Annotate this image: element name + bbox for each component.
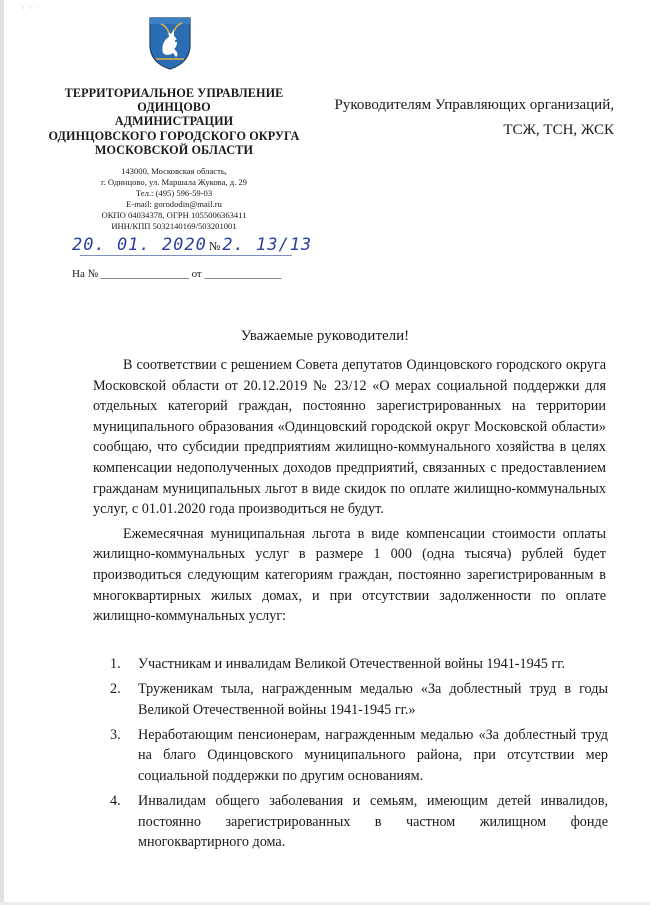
list-item: [110, 654, 608, 675]
contact-address-1: 143000, Московская область,: [121, 166, 227, 177]
coat-of-arms-icon: [147, 15, 193, 71]
org-line: ТЕРРИТОРИАЛЬНОЕ УПРАВЛЕНИЕ: [64, 86, 284, 100]
sender-block: [40, 86, 308, 232]
addressee-line-1: Руководителям Управляющих организаций,: [334, 97, 614, 113]
scan-page-mark: · · ·: [22, 3, 41, 13]
org-line: ОДИНЦОВСКОГО ГОРОДСКОГО ОКРУГА: [48, 128, 300, 143]
contact-inn-kpp: ИНН/КПП 5032140169/503201001: [111, 221, 237, 232]
org-line: ОДИНЦОВО: [137, 100, 211, 115]
handwritten-date: 20. 01. 2020: [72, 235, 207, 255]
organization-name: [40, 86, 308, 157]
addressee-line-2: ТСЖ, ТСН, ЖСК: [503, 122, 614, 138]
contact-okpo-ogrn: ОКПО 04034378, ОГРН 1055006363411: [101, 210, 247, 221]
eligible-categories-list: [110, 654, 608, 857]
list-item-number: 2.: [110, 681, 121, 698]
list-item: [110, 679, 608, 720]
list-item-text: Труженикам тыла, награжденным медалью «За доблестный труд в годы Великой Отечественной войны 1941-1945 гг.»: [138, 681, 608, 718]
org-line: АДМИНИСТРАЦИИ: [114, 114, 234, 129]
salutation: Уважаемые руководители!: [240, 328, 410, 344]
handwritten-number: 2. 13/13: [222, 235, 313, 255]
scan-edge-left: [0, 0, 4, 905]
addressee-block: [314, 93, 614, 143]
contact-details: [40, 166, 308, 232]
list-item-text: Неработающим пенсионерам, награжденным медалью «За доблестный труд на благо Одинцовского муниципального района, при отсутствии мер социальной поддержки по другим основаниям.: [138, 726, 608, 784]
list-item-text: Инвалидам общего заболевания и семьям, имеющим детей инвалидов, постоянно зарегистрированных в частном жилищном фонде многоквартирного дома.: [138, 793, 608, 851]
org-line: МОСКОВСКОЙ ОБЛАСТИ: [94, 142, 254, 157]
paragraph: Ежемесячная муниципальная льгота в виде компенсации стоимости оплаты жилищно-коммунальных услуг в размере 1 000 (одна тысяча) рублей будет производиться следующим категориям граждан, постоянно зарегистрированным в многоквартирных жилых домах, и при отсутствии задолженности по оплате жилищно-коммунальных услуг:: [93, 525, 606, 625]
contact-address-2: г. Одинцово, ул. Маршала Жукова, д. 29: [101, 177, 247, 188]
contact-email: E-mail: gorododin@mail.ru: [126, 199, 222, 210]
reg-underline: [80, 255, 292, 256]
list-item: [110, 725, 608, 787]
number-sign: №: [208, 239, 221, 253]
outgoing-reg-stamp: [72, 235, 312, 255]
reference-line: На № ________________ от ______________: [72, 268, 282, 280]
list-item-text: Участникам и инвалидам Великой Отечественной войны 1941-1945 гг.: [138, 656, 566, 672]
list-item-number: 1.: [110, 656, 121, 672]
list-item-number: 4.: [110, 793, 121, 810]
list-item: [110, 791, 608, 853]
list-item-number: 3.: [110, 726, 121, 743]
paragraph: В соответствии с решением Совета депутатов Одинцовского городского округа Московской области от 20.12.2019 № 23/12 «О мерах социальной поддержки для отдельных категорий граждан, постоянно зарегистрированных на территории муниципального образования «Одинцовский городской округ Московской области» сообщаю, что субсидии предприятиям жилищно-коммунального хозяйства в целях компенсации недополученных доходов предприятий, связанных с предоставлением гражданам муниципальных льгот в виде скидок по оплате жилищно-коммунальных услуг, с 01.01.2020 года производиться не будут.: [93, 357, 606, 518]
letter-body: [93, 355, 606, 627]
contact-phone: Тел.: (495) 596-59-03: [135, 188, 213, 199]
